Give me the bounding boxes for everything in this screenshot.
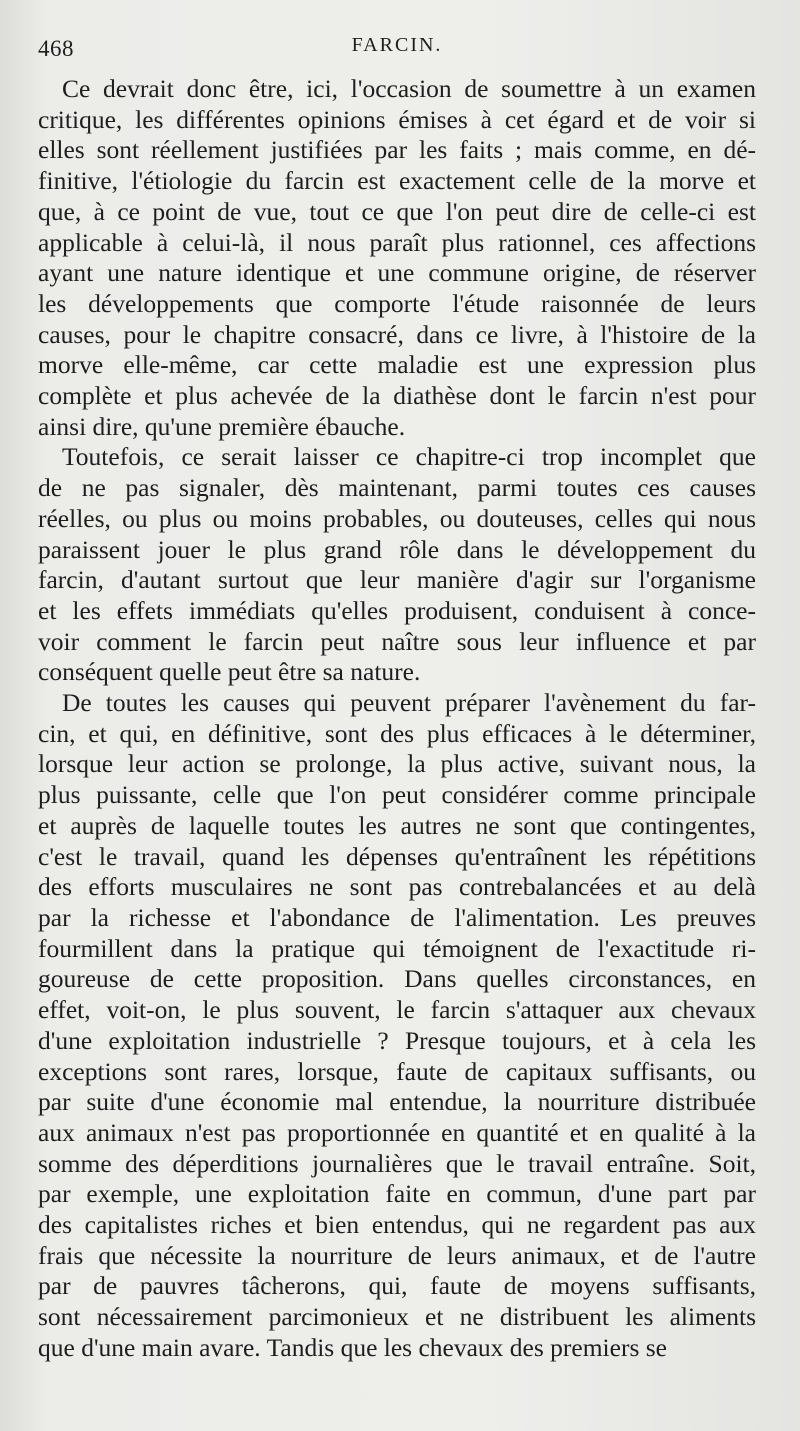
text-line: que d'une main avare. Tandis que les chevaux des premiers se — [38, 1332, 667, 1362]
text-line: voir comment le farcin peut naître sous leur influence et par — [38, 626, 756, 656]
paragraph — [38, 74, 756, 442]
text-line: lorsque leur action se prolonge, la plus active, suivant nous, la — [38, 749, 756, 779]
text-line: ainsi dire, qu'une première ébauche. — [38, 411, 406, 441]
text-line: De toutes les causes qui peuvent préparer l'avènement du far- — [62, 688, 756, 718]
text-line: elles sont réellement justifiées par les faits ; mais comme, en dé- — [38, 135, 756, 165]
text-line: des efforts musculaires ne sont pas contrebalancées et au delà — [38, 872, 756, 902]
text-line: finitive, l'étiologie du farcin est exactement celle de la morve et — [38, 166, 756, 196]
text-line: causes, pour le chapitre consacré, dans ce livre, à l'histoire de la — [38, 319, 756, 349]
text-line: fourmillent dans la pratique qui témoignent de l'exactitude ri- — [38, 933, 756, 963]
text-line: et les effets immédiats qu'elles produisent, conduisent à conce- — [38, 595, 756, 625]
paragraph — [38, 688, 756, 1363]
text-line: applicable à celui-là, il nous paraît plus rationnel, ces affections — [38, 227, 756, 257]
text-line: frais que nécessite la nourriture de leurs animaux, et de l'autre — [38, 1240, 756, 1270]
text-line: Toutefois, ce serait laisser ce chapitre-ci trop incomplet que — [62, 442, 756, 472]
text-line: d'une exploitation industrielle ? Presque toujours, et à cela les — [38, 1025, 756, 1055]
paragraph — [38, 442, 756, 688]
text-line: par exemple, une exploitation faite en commun, d'une part par — [38, 1179, 756, 1209]
text-line: Ce devrait donc être, ici, l'occasion de soumettre à un examen — [62, 74, 756, 103]
text-line: les développements que comporte l'étude raisonnée de leurs — [38, 288, 756, 318]
text-line: farcin, d'autant surtout que leur manière d'agir sur l'organisme — [38, 565, 756, 595]
running-title: FARCIN. — [351, 34, 443, 56]
running-head — [38, 30, 756, 66]
text-line: de ne pas signaler, dès maintenant, parmi toutes ces causes — [38, 473, 756, 503]
body-text — [38, 74, 756, 1364]
text-line: aux animaux n'est pas proportionnée en quantité et en qualité à la — [38, 1117, 756, 1147]
text-line: conséquent quelle peut être sa nature. — [38, 657, 421, 687]
text-line: réelles, ou plus ou moins probables, ou douteuses, celles qui nous — [38, 503, 756, 533]
text-line: paraissent jouer le plus grand rôle dans le développement du — [38, 534, 756, 564]
text-line: et auprès de laquelle toutes les autres ne sont que contingentes, — [38, 810, 756, 840]
text-line: par la richesse et l'abondance de l'alimentation. Les preuves — [38, 902, 756, 932]
text-line: complète et plus achevée de la diathèse dont le farcin n'est pour — [38, 381, 756, 411]
text-line: sont nécessairement parcimonieux et ne distribuent les aliments — [38, 1302, 756, 1332]
page-number: 468 — [38, 36, 74, 61]
text-line: ayant une nature identique et une commune origine, de réserver — [38, 258, 756, 288]
text-line: que, à ce point de vue, tout ce que l'on peut dire de celle-ci est — [38, 196, 756, 226]
text-line: par de pauvres tâcherons, qui, faute de moyens suffisants, — [38, 1271, 756, 1301]
text-line: par suite d'une économie mal entendue, la nourriture distribuée — [38, 1087, 756, 1117]
text-line: morve elle-même, car cette maladie est une expression plus — [38, 350, 756, 380]
text-line: c'est le travail, quand les dépenses qu'entraînent les répétitions — [38, 841, 756, 871]
text-line: exceptions sont rares, lorsque, faute de capitaux suffisants, ou — [38, 1056, 756, 1086]
text-line: somme des déperditions journalières que le travail entraîne. Soit, — [38, 1148, 756, 1178]
text-line: des capitalistes riches et bien entendus, qui ne regardent pas aux — [38, 1210, 756, 1240]
text-line: plus puissante, celle que l'on peut considérer comme principale — [38, 780, 756, 810]
text-line: cin, et qui, en définitive, sont des plus efficaces à le déterminer, — [38, 718, 756, 748]
text-line: effet, voit-on, le plus souvent, le farcin s'attaquer aux chevaux — [38, 995, 756, 1025]
text-line: critique, les différentes opinions émises à cet égard et de voir si — [38, 104, 756, 134]
text-line: goureuse de cette proposition. Dans quelles circonstances, en — [38, 964, 756, 994]
